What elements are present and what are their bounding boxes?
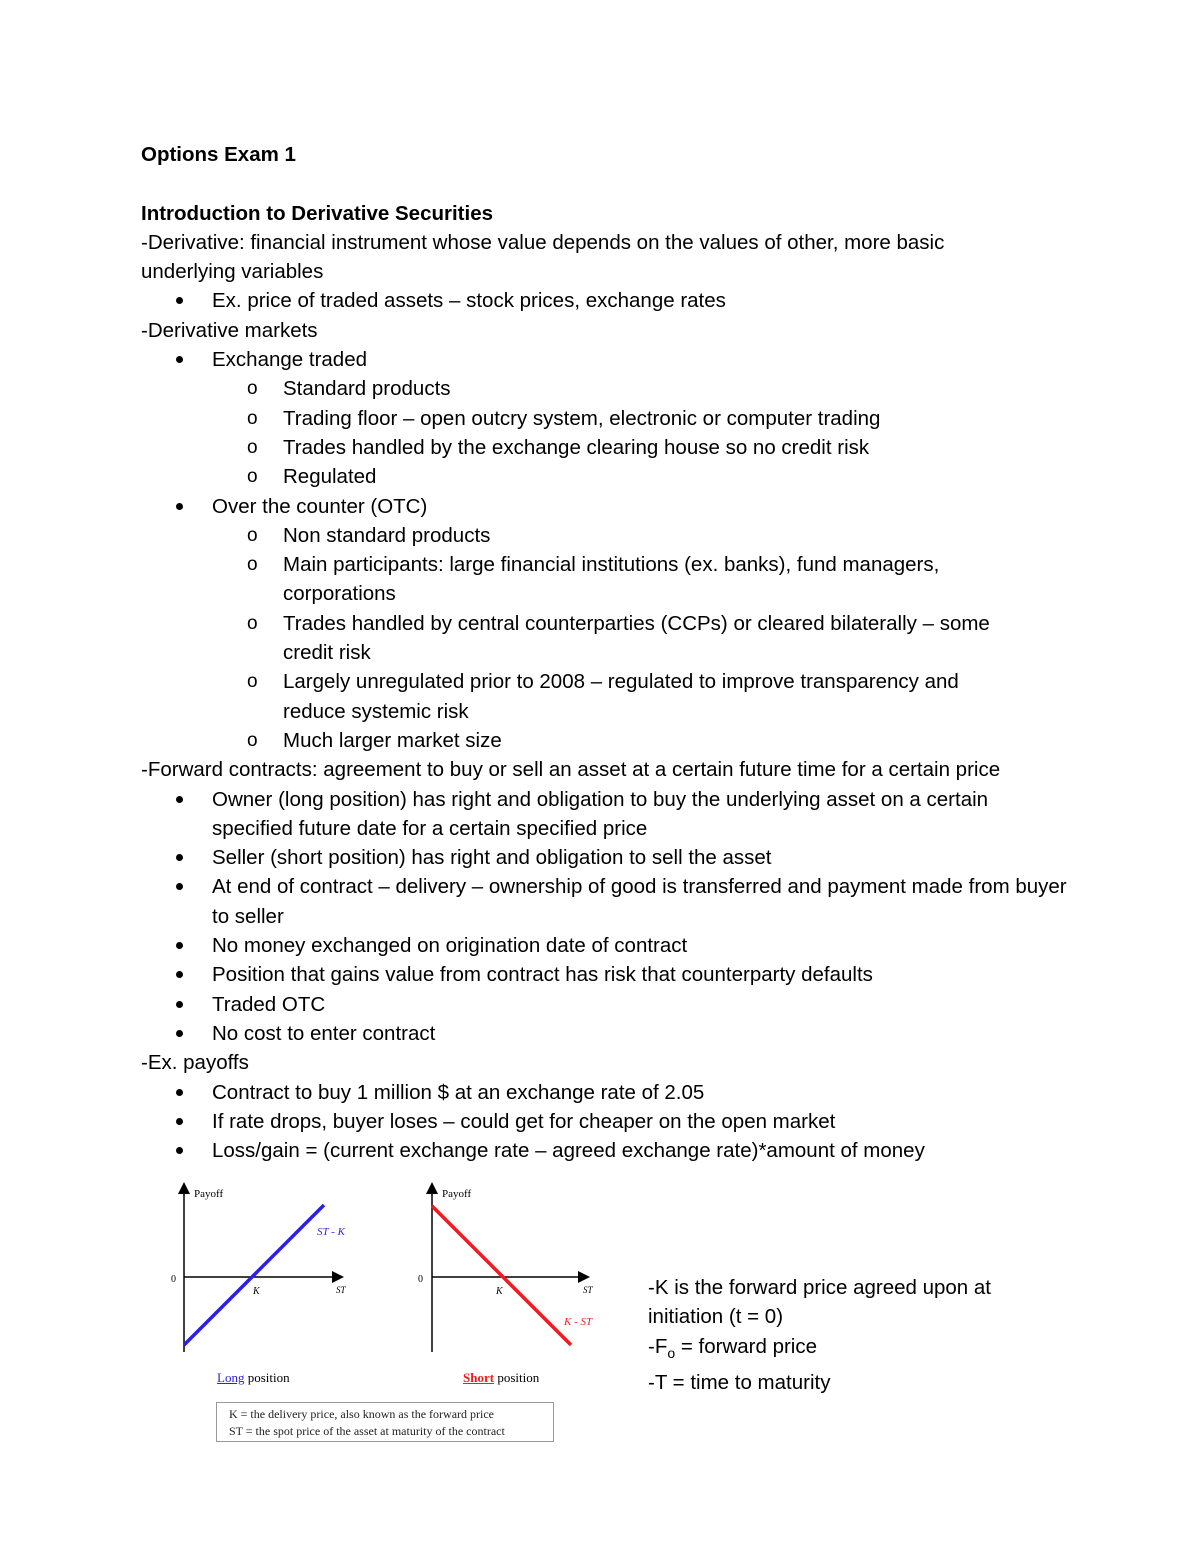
long-caption-rest: position xyxy=(244,1370,290,1385)
legend-line: K = the delivery price, also known as the forward price xyxy=(229,1407,495,1421)
note-line: initiation (t = 0) xyxy=(648,1305,784,1329)
list-item: o Non standard products xyxy=(141,521,1101,550)
long-y-label: Payoff xyxy=(194,1188,224,1200)
short-y-label: Payoff xyxy=(442,1188,472,1200)
note-line xyxy=(648,1332,1068,1368)
long-position-chart xyxy=(171,1188,347,1352)
list-item: Seller (short position) has right and obligation to sell the asset xyxy=(141,843,1101,872)
list-item: Contract to buy 1 million $ at an exchange rate of 2.05 xyxy=(141,1078,1101,1107)
short-caption-em: Short xyxy=(463,1370,495,1385)
note-prefix: -F xyxy=(648,1334,668,1358)
short-caption xyxy=(463,1370,539,1386)
list-item: No money exchanged on origination date of contract xyxy=(141,931,1101,960)
payoff-figure xyxy=(160,1180,600,1450)
derivative-definition: -Derivative: financial instrument whose value depends on the values of other, more basic xyxy=(141,230,945,254)
list-item: o Regulated xyxy=(141,462,1101,491)
legend-line: ST = the spot price of the asset at maturity of the contract xyxy=(229,1424,505,1438)
short-position-chart xyxy=(418,1188,594,1352)
list-item: Loss/gain = (current exchange rate – agreed exchange rate)*amount of money xyxy=(141,1136,1101,1165)
short-line-label: K - ST xyxy=(564,1316,593,1328)
list-item: o Standard products xyxy=(141,374,1101,403)
long-x-label: ST xyxy=(336,1285,346,1295)
long-caption xyxy=(217,1370,290,1386)
side-notes xyxy=(648,1273,1068,1397)
list-item: At end of contract – delivery – ownership of good is transferred and payment made from buyer to seller xyxy=(141,872,1072,931)
forward-contracts-heading: -Forward contracts: agreement to buy or sell an asset at a certain future time for a certain price xyxy=(141,758,1001,782)
note-line: -K is the forward price agreed upon at xyxy=(648,1276,991,1299)
list-item: Owner (long position) has right and obligation to buy the underlying asset on a certain specified future date for a certain specified price xyxy=(141,785,1052,844)
short-payoff-line xyxy=(432,1206,571,1345)
list-item: o Largely unregulated prior to 2008 – regulated to improve transparency and reduce systemic risk xyxy=(141,667,1013,726)
markets-heading: -Derivative markets xyxy=(141,318,318,342)
list-item: o Trades handled by the exchange clearing house so no credit risk xyxy=(141,433,1101,462)
note-rest: = forward price xyxy=(675,1334,818,1358)
document-title: Options Exam 1 xyxy=(141,143,296,166)
list-item: o Trading floor – open outcry system, electronic or computer trading xyxy=(141,404,1101,433)
list-item: o Trades handled by central counterparties (CCPs) or cleared bilaterally – some credit risk xyxy=(141,609,1023,668)
notes-body xyxy=(141,140,1101,1165)
list-item: No cost to enter contract xyxy=(141,1019,1101,1048)
spacer xyxy=(141,169,1101,198)
figure-legend xyxy=(216,1402,554,1442)
list-item: Ex. price of traded assets – stock prices, exchange rates xyxy=(141,286,1101,315)
section-heading: Introduction to Derivative Securities xyxy=(141,201,493,225)
list-item: If rate drops, buyer loses – could get for cheaper on the open market xyxy=(141,1107,1101,1136)
note-line: -T = time to maturity xyxy=(648,1370,831,1394)
short-origin-label: 0 xyxy=(418,1274,423,1285)
short-x-label: ST xyxy=(583,1285,593,1295)
payoff-diagrams xyxy=(160,1180,600,1402)
note-subscript: o xyxy=(667,1344,676,1361)
exchange-traded-item: Exchange traded xyxy=(141,345,1101,374)
long-origin-label: 0 xyxy=(171,1274,176,1285)
payoffs-heading: -Ex. payoffs xyxy=(141,1051,249,1075)
list-item: Position that gains value from contract has risk that counterparty defaults xyxy=(141,960,1101,989)
short-k-label: K xyxy=(496,1286,503,1297)
list-item: o Main participants: large financial institutions (ex. banks), fund managers, corporations xyxy=(141,550,1003,609)
long-caption-em: Long xyxy=(217,1370,245,1385)
otc-item: Over the counter (OTC) xyxy=(141,492,1101,521)
long-k-label: K xyxy=(253,1286,260,1297)
short-caption-rest: position xyxy=(494,1370,540,1385)
list-item: Traded OTC xyxy=(141,990,1101,1019)
list-item: o Much larger market size xyxy=(141,726,1101,755)
long-payoff-line xyxy=(184,1205,324,1345)
long-line-label: ST - K xyxy=(317,1226,345,1238)
derivative-definition-cont: underlying variables xyxy=(141,260,324,284)
